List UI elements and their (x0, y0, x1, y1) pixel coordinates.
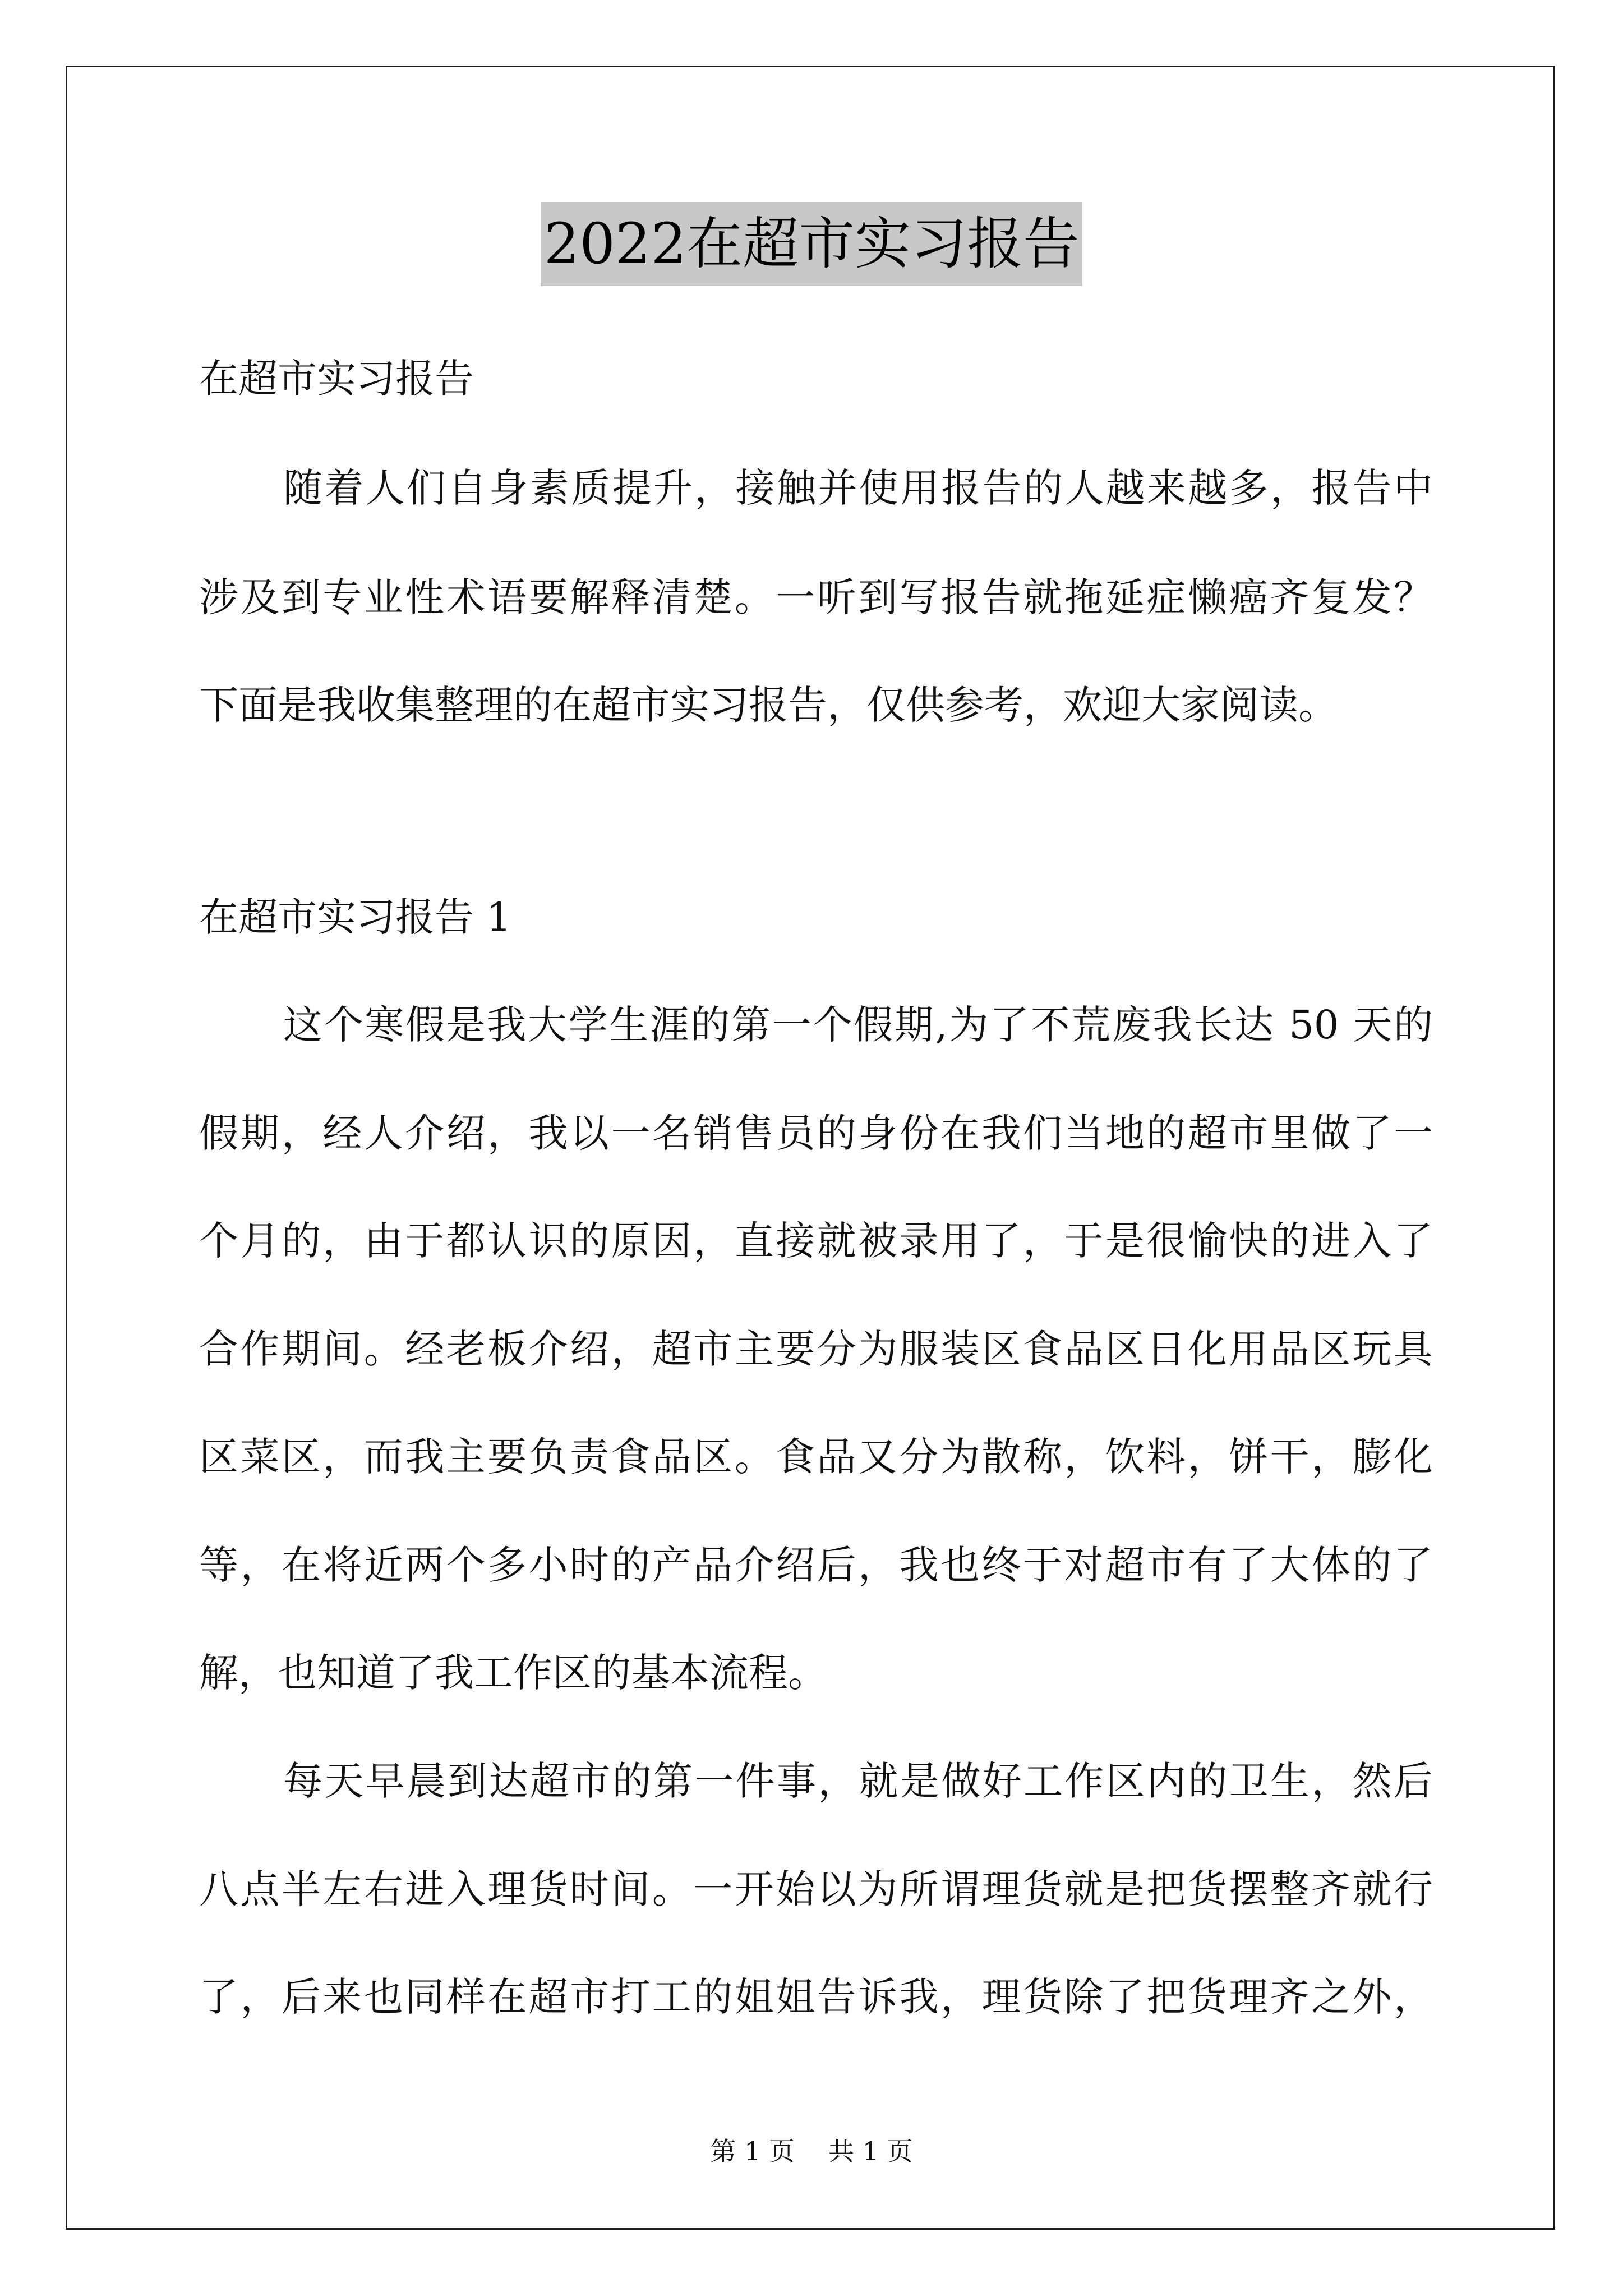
page-footer (0, 2134, 1623, 2168)
page-number: 第 1 页 (710, 2136, 795, 2166)
paragraph-line: 了，后来也同样在超市打工的姐姐告诉我，理货除了把货理齐之外， (199, 1974, 1433, 2020)
paragraph-line: 这个寒假是我大学生涯的第一个假期,为了不荒废我长达 50 天的 (283, 1002, 1433, 1048)
intro-line: 下面是我收集整理的在超市实习报告，仅供参考，欢迎大家阅读。 (199, 682, 1338, 728)
paragraph-line: 每天早晨到达超市的第一件事，就是做好工作区内的卫生，然后 (283, 1758, 1433, 1804)
paragraph-line: 解，也知道了我工作区的基本流程。 (199, 1650, 827, 1696)
intro-line: 涉及到专业性术语要解释清楚。一听到写报告就拖延症懒癌齐复发？ (199, 574, 1433, 620)
section-heading: 在超市实习报告 1 (199, 894, 511, 940)
paragraph-line: 等，在将近两个多小时的产品介绍后，我也终于对超市有了大体的了 (199, 1542, 1433, 1588)
subtitle: 在超市实习报告 (199, 356, 474, 402)
paragraph-line: 区菜区，而我主要负责食品区。食品又分为散称，饮料，饼干，膨化 (199, 1434, 1433, 1480)
paragraph-line: 假期，经人介绍，我以一名销售员的身份在我们当地的超市里做了一 (199, 1110, 1433, 1156)
intro-line: 随着人们自身素质提升，接触并使用报告的人越来越多，报告中 (283, 465, 1433, 511)
document-title: 2022在超市实习报告 (541, 202, 1083, 286)
title-container (0, 202, 1623, 286)
paragraph-line: 合作期间。经老板介绍，超市主要分为服装区食品区日化用品区玩具 (199, 1326, 1433, 1372)
paragraph-line: 八点半左右进入理货时间。一开始以为所谓理货就是把货摆整齐就行 (199, 1866, 1433, 1912)
paragraph-line: 个月的，由于都认识的原因，直接就被录用了，于是很愉快的进入了 (199, 1218, 1433, 1264)
page-total: 共 1 页 (828, 2136, 913, 2166)
